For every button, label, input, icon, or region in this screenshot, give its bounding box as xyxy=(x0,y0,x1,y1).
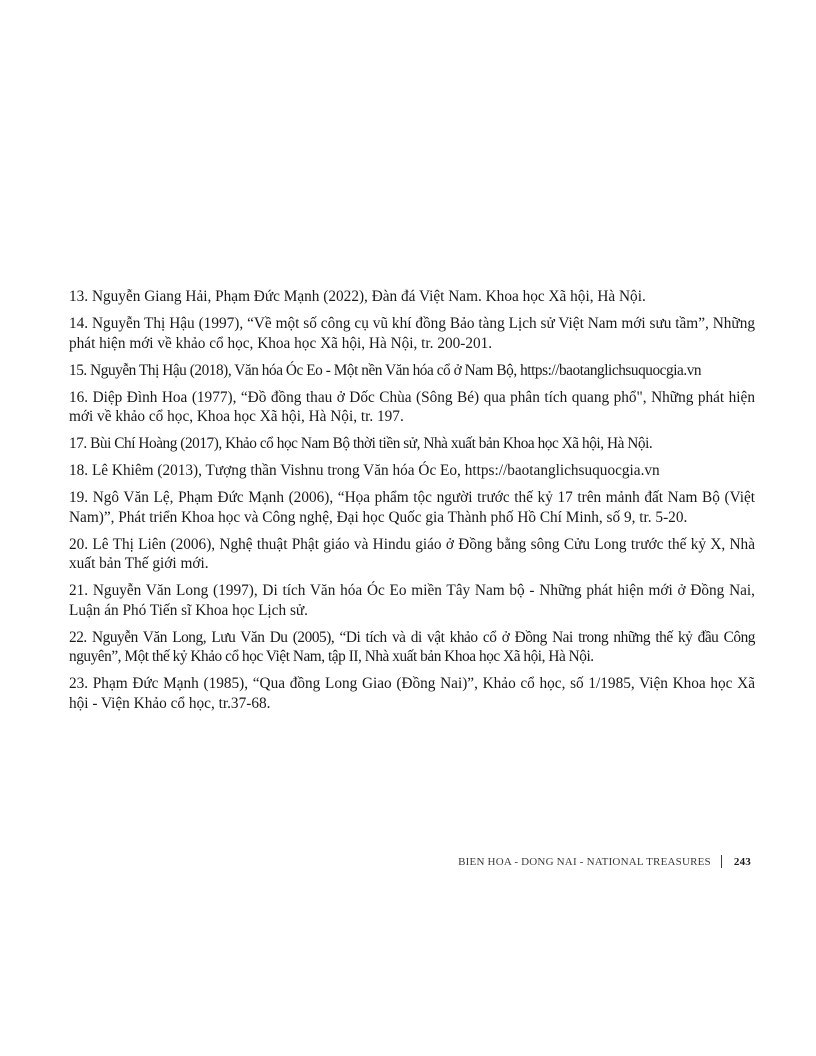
page-footer xyxy=(458,855,751,868)
reference-item-20: 20. Lê Thị Liên (2006), Nghệ thuật Phật giáo và Hindu giáo ở Đồng bằng sông Cửu Long trước thế kỷ X, Nhà xuất bản Thế giới mới. xyxy=(69,535,755,572)
page-number: 243 xyxy=(733,855,751,868)
reference-item-23: 23. Phạm Đức Mạnh (1985), “Qua đồng Long Giao (Đồng Nai)”, Khảo cổ học, số 1/1985, Viện Khoa học Xã hội - Viện Khảo cổ học, tr.37-68. xyxy=(69,675,755,712)
reference-item-13: 13. Nguyễn Giang Hải, Phạm Đức Mạnh (2022), Đàn đá Việt Nam. Khoa học Xã hội, Hà Nội. xyxy=(69,288,646,305)
reference-list xyxy=(69,287,755,721)
reference-item-21: 21. Nguyễn Văn Long (1997), Di tích Văn hóa Óc Eo miền Tây Nam bộ - Những phát hiện mới ở Đồng Nai, Luận án Phó Tiến sĩ Khoa học Lịch sử. xyxy=(69,582,755,619)
reference-item-15: 15. Nguyễn Thị Hậu (2018), Văn hóa Óc Eo - Một nền Văn hóa cổ ở Nam Bộ, https://baotanglichsuquocgia.vn xyxy=(69,361,702,379)
reference-item-22: 22. Nguyễn Văn Long, Lưu Văn Du (2005), “Di tích và di vật khảo cổ ở Đồng Nai trong những thế kỷ đầu Công nguyên”, Một thế kỷ Khảo cổ học Việt Nam, tập II, Nhà xuất bản Khoa học Xã hội, Hà Nội. xyxy=(69,628,755,665)
reference-item-18: 18. Lê Khiêm (2013), Tượng thần Vishnu trong Văn hóa Óc Eo, https://baotanglichsuquocgia.vn xyxy=(69,462,660,479)
reference-item-14: 14. Nguyễn Thị Hậu (1997), “Về một số công cụ vũ khí đồng Bảo tàng Lịch sử Việt Nam mới sưu tầm”, Những phát hiện mới về khảo cổ học, Khoa học Xã hội, Hà Nội, tr. 200-201. xyxy=(69,315,755,352)
reference-item-16: 16. Diệp Đình Hoa (1977), “Đồ đồng thau ở Dốc Chùa (Sông Bé) qua phân tích quang phổ", Những phát hiện mới về khảo cổ học, Khoa học Xã hội, Hà Nội, tr. 197. xyxy=(69,388,755,425)
footer-title: BIEN HOA - DONG NAI - NATIONAL TREASURES xyxy=(458,855,711,868)
reference-item-19: 19. Ngô Văn Lệ, Phạm Đức Mạnh (2006), “Họa phẩm tộc người trước thế kỷ 17 trên mảnh đất Nam Bộ (Việt Nam)”, Phát triển Khoa học và Công nghệ, Đại học Quốc gia Thành phố Hồ Chí Minh, số 9, tr. 5-20. xyxy=(69,489,755,526)
footer-divider xyxy=(721,855,722,868)
reference-item-17: 17. Bùi Chí Hoàng (2017), Khảo cổ học Nam Bộ thời tiền sử, Nhà xuất bản Khoa học Xã hội, Hà Nội. xyxy=(69,435,653,452)
